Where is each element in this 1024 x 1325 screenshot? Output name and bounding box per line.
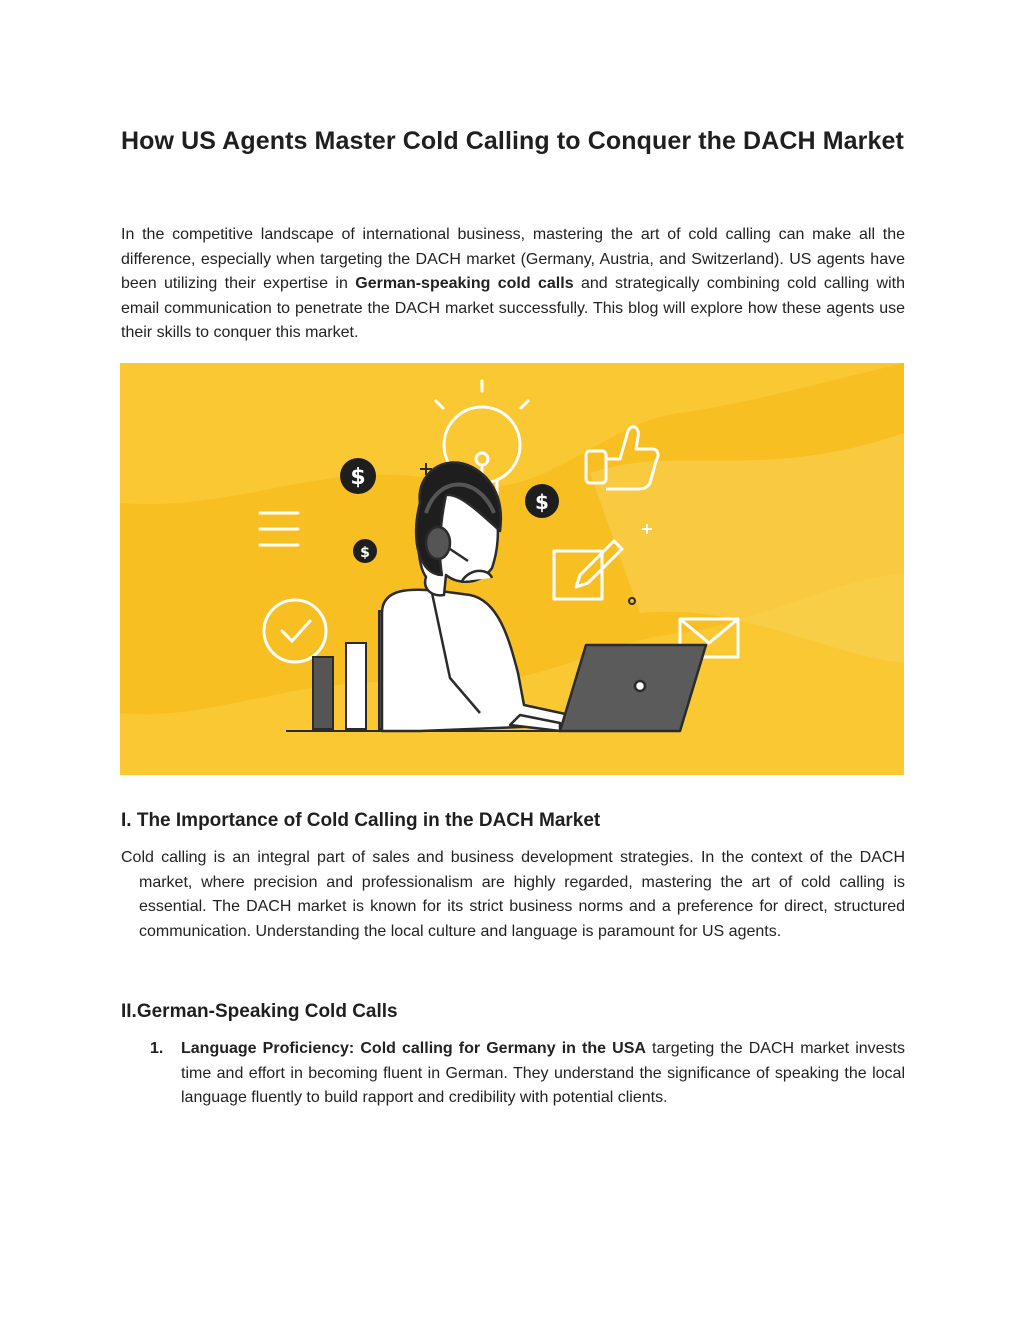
dollar-coin-icon bbox=[340, 458, 376, 494]
section2-list bbox=[150, 1037, 905, 1111]
list-item-number: 1. bbox=[150, 1040, 164, 1057]
section1-body: Cold calling is an integral part of sales and business development strategies. In the context of the DACH market, where precision and professionalism are highly regarded, mastering the art of cold calling is essential. The DACH market is known for its strict business norms and a preference for direct, structured communication. Understanding the local culture and language is paramount for US agents. bbox=[121, 849, 905, 940]
list-item-bold: Language Proficiency: Cold calling for Germany in the USA bbox=[181, 1040, 646, 1057]
svg-text:$: $ bbox=[360, 545, 370, 561]
hero-illustration bbox=[120, 363, 904, 775]
intro-paragraph bbox=[121, 223, 905, 346]
dollar-coin-icon-3 bbox=[353, 539, 377, 563]
section2-heading: II.German-Speaking Cold Calls bbox=[121, 1001, 398, 1022]
dollar-coin-icon-2 bbox=[525, 484, 559, 518]
list-item bbox=[150, 1037, 905, 1111]
section1-heading: I. The Importance of Cold Calling in the DACH Market bbox=[121, 810, 601, 831]
page-title: How US Agents Master Cold Calling to Conquer the DACH Market bbox=[121, 127, 904, 155]
list-item-text: targeting the DACH market invests time and effort in becoming fluent in German. They understand the significance of speaking the local language fluently to build rapport and credibility with potential clients. bbox=[181, 1040, 905, 1107]
intro-text-2: and strategically combining cold calling with email communication to penetrate the DACH market successfully. This blog will explore how these agents use their skills to conquer this market. bbox=[121, 275, 906, 342]
intro-text-1: In the competitive landscape of international business, mastering the art of cold calling can make all the difference, especially when targeting the DACH market (Germany, Austria, and Switzerland). US agents have been utilizing their expertise in bbox=[121, 226, 905, 293]
svg-text:$: $ bbox=[535, 490, 549, 514]
svg-text:$: $ bbox=[350, 465, 366, 490]
intro-link-german-speaking-cold-calls: German-speaking cold calls bbox=[355, 275, 574, 293]
